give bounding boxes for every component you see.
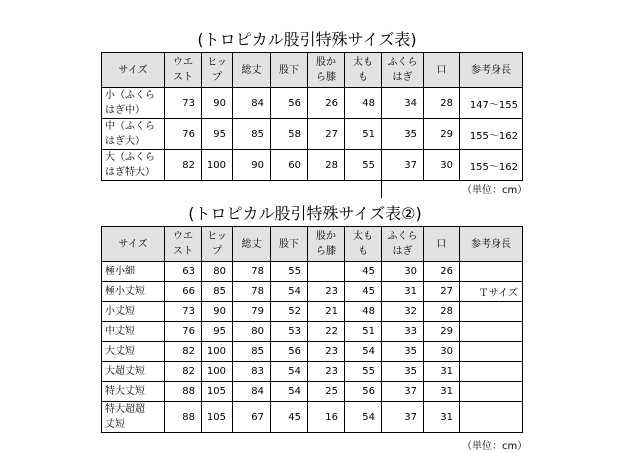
crotch-knee-cell	[308, 262, 345, 282]
hip-cell: 100	[202, 362, 233, 382]
reference-height-cell: 155～162	[460, 119, 523, 150]
header-thigh: 太も も	[345, 227, 382, 262]
size-name: 特大超超 丈短	[102, 402, 165, 433]
unit-label-1: （単位：cm）	[462, 185, 528, 196]
header-inseam: 股下	[271, 227, 308, 262]
hem-cell: 28	[424, 302, 460, 322]
header-reference-height: 参考身長	[460, 227, 523, 262]
waist-cell: 63	[165, 262, 202, 282]
thigh-cell: 54	[345, 402, 382, 433]
total-length-cell: 84	[233, 88, 271, 119]
inseam-cell: 60	[271, 150, 308, 181]
header-crotch-to-knee: 股か ら膝	[308, 53, 345, 88]
crotch-knee-cell: 16	[308, 402, 345, 433]
thigh-cell: 51	[345, 119, 382, 150]
hip-cell: 100	[202, 150, 233, 181]
size-table-1	[101, 52, 523, 181]
crotch-knee-cell: 23	[308, 342, 345, 362]
waist-cell: 76	[165, 322, 202, 342]
size-name: 極小丈短	[102, 282, 165, 302]
total-length-cell: 67	[233, 402, 271, 433]
hip-cell: 85	[202, 282, 233, 302]
hip-cell: 100	[202, 342, 233, 362]
waist-cell: 73	[165, 88, 202, 119]
reference-height-cell: Ｔサイズ	[460, 282, 523, 302]
size-name: 極小細	[102, 262, 165, 282]
hip-cell: 90	[202, 88, 233, 119]
header-crotch-to-knee: 股か ら膝	[308, 227, 345, 262]
thigh-cell: 54	[345, 342, 382, 362]
hip-cell: 95	[202, 119, 233, 150]
header-total-length: 総丈	[233, 53, 271, 88]
thigh-cell: 45	[345, 262, 382, 282]
hip-cell: 80	[202, 262, 233, 282]
total-length-cell: 90	[233, 150, 271, 181]
calf-cell: 35	[382, 119, 424, 150]
divider-line	[381, 178, 382, 198]
inseam-cell: 56	[271, 88, 308, 119]
hip-cell: 95	[202, 322, 233, 342]
thigh-cell: 48	[345, 302, 382, 322]
thigh-cell: 48	[345, 88, 382, 119]
header-calf: ふくら はぎ	[382, 53, 424, 88]
table-row	[102, 402, 523, 433]
header-thigh: 太も も	[345, 53, 382, 88]
reference-height-cell	[460, 382, 523, 402]
table-row	[102, 382, 523, 402]
hem-cell: 31	[424, 362, 460, 382]
crotch-knee-cell: 22	[308, 322, 345, 342]
crotch-knee-cell: 25	[308, 382, 345, 402]
size-name: 小丈短	[102, 302, 165, 322]
header-size: サイズ	[102, 227, 165, 262]
reference-height-cell	[460, 362, 523, 382]
reference-height-cell	[460, 402, 523, 433]
thigh-cell: 55	[345, 150, 382, 181]
reference-height-cell	[460, 342, 523, 362]
table-row	[102, 302, 523, 322]
table-row	[102, 322, 523, 342]
header-hip: ヒッ プ	[202, 227, 233, 262]
thigh-cell: 56	[345, 382, 382, 402]
calf-cell: 33	[382, 322, 424, 342]
table-row	[102, 88, 523, 119]
total-length-cell: 85	[233, 119, 271, 150]
inseam-cell: 58	[271, 119, 308, 150]
calf-cell: 34	[382, 88, 424, 119]
table-header-row	[102, 53, 523, 88]
calf-cell: 35	[382, 362, 424, 382]
total-length-cell: 78	[233, 282, 271, 302]
total-length-cell: 85	[233, 342, 271, 362]
hem-cell: 29	[424, 119, 460, 150]
reference-height-cell	[460, 322, 523, 342]
reference-height-cell	[460, 302, 523, 322]
hem-cell: 31	[424, 382, 460, 402]
inseam-cell: 54	[271, 382, 308, 402]
crotch-knee-cell: 28	[308, 150, 345, 181]
waist-cell: 88	[165, 382, 202, 402]
crotch-knee-cell: 26	[308, 88, 345, 119]
crotch-knee-cell: 23	[308, 282, 345, 302]
inseam-cell: 54	[271, 282, 308, 302]
inseam-cell: 54	[271, 362, 308, 382]
size-name: 小（ふくら はぎ中）	[102, 88, 165, 119]
hem-cell: 26	[424, 262, 460, 282]
total-length-cell: 79	[233, 302, 271, 322]
header-total-length: 総丈	[233, 227, 271, 262]
thigh-cell: 55	[345, 362, 382, 382]
size-table-2	[101, 226, 523, 433]
crotch-knee-cell: 23	[308, 362, 345, 382]
calf-cell: 32	[382, 302, 424, 322]
inseam-cell: 55	[271, 262, 308, 282]
table-row	[102, 150, 523, 181]
hip-cell: 105	[202, 402, 233, 433]
size-name: 特大丈短	[102, 382, 165, 402]
waist-cell: 76	[165, 119, 202, 150]
reference-height-cell	[460, 262, 523, 282]
total-length-cell: 84	[233, 382, 271, 402]
calf-cell: 37	[382, 150, 424, 181]
thigh-cell: 45	[345, 282, 382, 302]
unit-label-2: （単位：cm）	[462, 441, 528, 452]
waist-cell: 82	[165, 150, 202, 181]
calf-cell: 37	[382, 382, 424, 402]
hem-cell: 31	[424, 402, 460, 433]
calf-cell: 37	[382, 402, 424, 433]
hem-cell: 28	[424, 88, 460, 119]
total-length-cell: 80	[233, 322, 271, 342]
hem-cell: 30	[424, 150, 460, 181]
size-name: 大（ふくら はぎ特大）	[102, 150, 165, 181]
table-row	[102, 262, 523, 282]
waist-cell: 73	[165, 302, 202, 322]
inseam-cell: 56	[271, 342, 308, 362]
total-length-cell: 78	[233, 262, 271, 282]
header-calf: ふくら はぎ	[382, 227, 424, 262]
hem-cell: 29	[424, 322, 460, 342]
thigh-cell: 51	[345, 322, 382, 342]
header-reference-height: 参考身長	[460, 53, 523, 88]
waist-cell: 88	[165, 402, 202, 433]
table-row	[102, 282, 523, 302]
header-waist: ウエ スト	[165, 227, 202, 262]
inseam-cell: 53	[271, 322, 308, 342]
header-hem: 口	[424, 53, 460, 88]
size-name: 大超丈短	[102, 362, 165, 382]
waist-cell: 66	[165, 282, 202, 302]
hip-cell: 105	[202, 382, 233, 402]
crotch-knee-cell: 27	[308, 119, 345, 150]
table-header-row	[102, 227, 523, 262]
size-name: 中（ふくら はぎ大）	[102, 119, 165, 150]
table-row	[102, 342, 523, 362]
waist-cell: 82	[165, 362, 202, 382]
inseam-cell: 45	[271, 402, 308, 433]
table-row	[102, 119, 523, 150]
reference-height-cell: 155～162	[460, 150, 523, 181]
inseam-cell: 52	[271, 302, 308, 322]
hip-cell: 90	[202, 302, 233, 322]
calf-cell: 30	[382, 262, 424, 282]
header-hem: 口	[424, 227, 460, 262]
header-waist: ウエ スト	[165, 53, 202, 88]
total-length-cell: 83	[233, 362, 271, 382]
reference-height-cell: 147～155	[460, 88, 523, 119]
size-name: 大丈短	[102, 342, 165, 362]
hem-cell: 27	[424, 282, 460, 302]
header-inseam: 股下	[271, 53, 308, 88]
table1-title: (トロピカル股引特殊サイズ表)	[197, 30, 417, 49]
calf-cell: 35	[382, 342, 424, 362]
waist-cell: 82	[165, 342, 202, 362]
header-size: サイズ	[102, 53, 165, 88]
size-name: 中丈短	[102, 322, 165, 342]
hem-cell: 30	[424, 342, 460, 362]
table2-title: (トロピカル股引特殊サイズ表②)	[188, 204, 422, 223]
table-row	[102, 362, 523, 382]
header-hip: ヒッ プ	[202, 53, 233, 88]
crotch-knee-cell: 21	[308, 302, 345, 322]
calf-cell: 31	[382, 282, 424, 302]
